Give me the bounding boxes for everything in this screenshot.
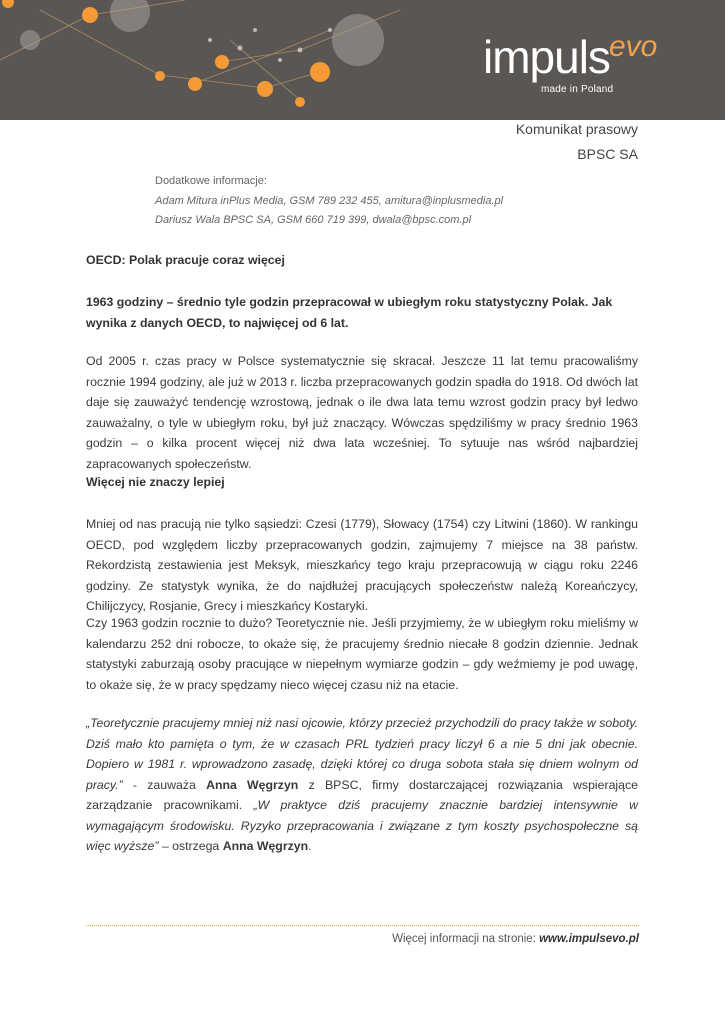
article-title: OECD: Polak pracuje coraz więcej — [86, 253, 285, 267]
logo-main-text: impuls — [483, 31, 610, 83]
footer-link[interactable]: www.impulsevo.pl — [539, 933, 639, 945]
person-name-1: Anna Węgrzyn — [206, 777, 299, 792]
footer-divider — [86, 925, 639, 926]
quote-1: „Teoretycznie pracujemy mniej niż nasi ojcowie, którzy przecież przychodzili do pracy także w soboty. Dziś mało kto pamięta o tym, że w czasach PRL tydzień pracy liczył 6 a nie 5 dni jak obecnie. Dopiero w 1981 r. wprowadzono zasadę, dzięki której co druga sobota stała się dniem wolnym od pracy.” — [86, 716, 638, 792]
footer-label: Więcej informacji na stronie: — [392, 933, 540, 945]
quote-end: . — [308, 839, 312, 853]
contact-heading: Dodatkowe informacje: — [155, 175, 267, 187]
footer — [392, 933, 639, 945]
logo-tagline: made in Poland — [541, 84, 614, 95]
contact-line-1: Adam Mitura inPlus Media, GSM 789 232 455, amitura@inplusmedia.pl — [155, 194, 504, 207]
contact-line-2: Dariusz Wala BPSC SA, GSM 660 719 399, dwala@bpsc.com.pl — [155, 214, 472, 226]
impulsevo-logo — [483, 30, 673, 100]
quote-2: „W praktyce dziś pracujemy znacznie bardziej intensywnie w wymagającym środowisku. Ryzyko przepracowania i związane z tym koszty psychospołeczne są więc wyższe” — [86, 798, 638, 853]
article-lead: 1963 godziny – średnio tyle godzin przepracował w ubiegłym roku statystyczny Polak. Jak wynika z danych OECD, to najwięcej od 6 lat. — [86, 295, 613, 330]
paragraph-1: Od 2005 r. czas pracy w Polsce systematycznie się skracał. Jeszcze 11 lat temu pracowaliśmy rocznie 1994 godziny, ale już w 2013 r. liczba przepracowanych godzin spadła do 1918. Od dwóch lat daje się zauważyć tendencję wzrostową, jednak o ile dwa lata temu wzrost godzin pracy był ledwo zauważalny, o tyle w ubiegłym roku, był już znaczący. Wówczas spędziliśmy w pracy średnio 1963 godzin – o kilka procent więcej niż dwa lata wcześniej. To sytuuje nas wśród najbardziej zapracowanych społeczeństw. — [86, 354, 638, 471]
quote-attribution-1: - zauważa — [122, 777, 207, 792]
contact-block — [155, 172, 503, 231]
logo-evo-text: evo — [609, 30, 658, 63]
paragraph-2: Mniej od nas pracują nie tylko sąsiedzi: Czesi (1779), Słowacy (1754) czy Litwini (1860). W rankingu OECD, pod względem liczby przepracowanych godzin, zajmujemy 7 miejsce na 38 państw. Rekordzistą zestawienia jest Meksyk, mieszkańcy tego kraju przepracowują w ciągu roku 2246 godziny. Ze statystyk wynika, że do najdłużej pracujących społeczeństw należą Koreańczycy, Chilijczycy, Rosjanie, Grecy i mieszkańcy Kostaryki. — [86, 517, 638, 613]
quote-attribution-3: – ostrzega — [158, 839, 223, 853]
header-banner — [0, 0, 725, 120]
paragraph-3: Czy 1963 godzin rocznie to dużo? Teoretycznie nie. Jeśli przyjmiemy, że w ubiegłym roku mieliśmy w kalendarzu 252 dni robocze, to okaże się, że pracujemy średnio niecałe 8 godzin dziennie. Jednak statystyki zaburzają osoby pracujące w niepełnym wymiarze godzin – gdy weźmiemy je pod uwagę, to okaże się, że w pracy spędzamy nieco więcej czasu niż na etacie. — [86, 616, 638, 692]
quote-paragraph — [86, 713, 638, 857]
section-heading: Więcej nie znaczy lepiej — [86, 475, 225, 489]
company-name: BPSC SA — [577, 146, 638, 162]
quote-attribution-2: z BPSC, firmy dostarczającej rozwiązania wspierające zarządzanie pracownikami. — [86, 777, 638, 812]
person-name-2: Anna Węgrzyn — [222, 839, 309, 853]
document-type: Komunikat prasowy — [515, 121, 638, 137]
